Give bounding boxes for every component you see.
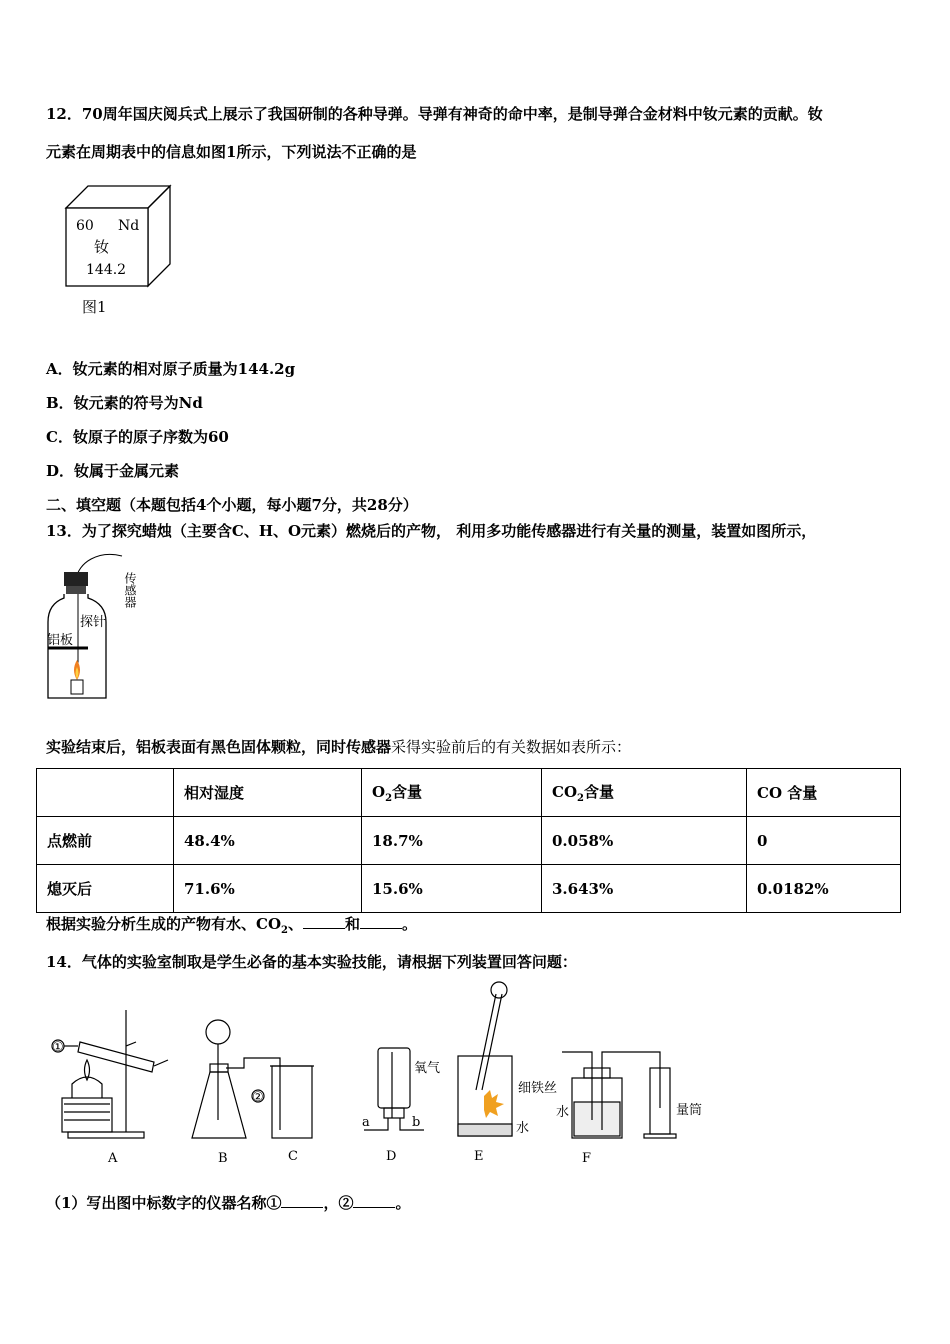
q12-option-a: A．钕元素的相对原子质量为144.2g: [46, 360, 296, 378]
q14-line1: 14．气体的实验室制取是学生必备的基本实验技能，请根据下列装置回答问题：: [46, 953, 577, 971]
table-row: [37, 817, 901, 865]
label-cylinder: 量筒: [676, 1103, 703, 1118]
label-E: E: [474, 1149, 484, 1164]
header-humidity: 相对湿度: [174, 769, 362, 817]
q13-answer-line: 根据实验分析生成的产物有水、$CO_2$、 和 。: [46, 915, 418, 936]
plate-label: 铝板: [47, 633, 74, 648]
row2-o2: 15.6%: [362, 865, 542, 913]
row1-co: 0: [747, 817, 901, 865]
answer-blank-4[interactable]: [353, 1207, 395, 1208]
header-o2: $O_2$含量: [362, 769, 542, 817]
q13-after-normal: 采得实验前后的有关数据如表所示：: [391, 738, 632, 756]
answer-blank-3[interactable]: [281, 1207, 323, 1208]
row2-co: 0.0182%: [747, 865, 901, 913]
row1-co2: 0.058%: [542, 817, 747, 865]
label-oxygen: 氧气: [414, 1061, 441, 1076]
label-wire: 细铁丝: [518, 1081, 558, 1096]
q12-option-d: D．钕属于金属元素: [46, 462, 180, 480]
element-cube-drawing: [60, 180, 175, 290]
element-number: 60: [76, 218, 94, 234]
row1-humidity: 48.4%: [174, 817, 362, 865]
experiment-data-table: [36, 768, 901, 913]
table-row: [37, 865, 901, 913]
row1-label: 点燃前: [37, 817, 174, 865]
label-D: D: [386, 1149, 397, 1164]
header-co: CO 含量: [747, 769, 901, 817]
q14-sub1: （1）写出图中标数字的仪器名称① ，② 。: [46, 1194, 411, 1212]
label-a: a: [362, 1115, 370, 1130]
section2-heading: 二、填空题（本题包括4个小题，每小题7分，共28分）: [46, 496, 418, 514]
row1-o2: 18.7%: [362, 817, 542, 865]
label-A: A: [108, 1151, 118, 1166]
label-water-e: 水: [516, 1121, 530, 1136]
apparatus-figure: [44, 980, 724, 1170]
figure1-caption: 图1: [82, 298, 107, 316]
q13-line1: 13．为了探究蜡烛（主要含C、H、O元素）燃烧后的产物， 利用多功能传感器进行有关量的测量，装置如图所示，: [46, 522, 817, 540]
label-two: ②: [252, 1090, 264, 1105]
candle-sensor-drawing: [44, 552, 144, 700]
row2-label: 熄灭后: [37, 865, 174, 913]
element-card-figure: [60, 180, 175, 290]
label-b: b: [412, 1115, 421, 1130]
row2-co2: 3.643%: [542, 865, 747, 913]
probe-label: 探针: [80, 615, 107, 630]
label-F: F: [582, 1151, 592, 1166]
apparatus-drawing: [44, 980, 724, 1170]
q12-option-c: C．钕原子的原子序数为60: [46, 428, 229, 446]
q13-after-figure: [46, 736, 631, 757]
header-co2: $CO_2$含量: [542, 769, 747, 817]
label-C: C: [288, 1149, 298, 1164]
q12-line2: 元素在周期表中的信息如图1所示，下列说法不正确的是: [46, 143, 417, 161]
label-water-f: 水: [556, 1105, 570, 1120]
header-empty: [37, 769, 174, 817]
q12-line1: 12．70周年国庆阅兵式上展示了我国研制的各种导弹。导弹有神奇的命中率，是制导弹合金材料中钕元素的贡献。钕: [46, 105, 823, 123]
row2-humidity: 71.6%: [174, 865, 362, 913]
table-header-row: [37, 769, 901, 817]
candle-sensor-figure: [44, 552, 144, 700]
label-B: B: [218, 1151, 228, 1166]
label-one: ①: [52, 1040, 64, 1055]
answer-blank-1[interactable]: [303, 928, 345, 929]
answer-blank-2[interactable]: [360, 928, 402, 929]
element-mass: 144.2: [86, 262, 127, 278]
element-symbol: Nd: [118, 218, 140, 234]
element-name: 钕: [94, 238, 110, 256]
q12-option-b: B．钕元素的符号为Nd: [46, 394, 203, 412]
q13-after-bold: 实验结束后，铝板表面有黑色固体颗粒，同时传感器: [46, 738, 392, 756]
sensor-label: 传感器: [123, 572, 137, 608]
